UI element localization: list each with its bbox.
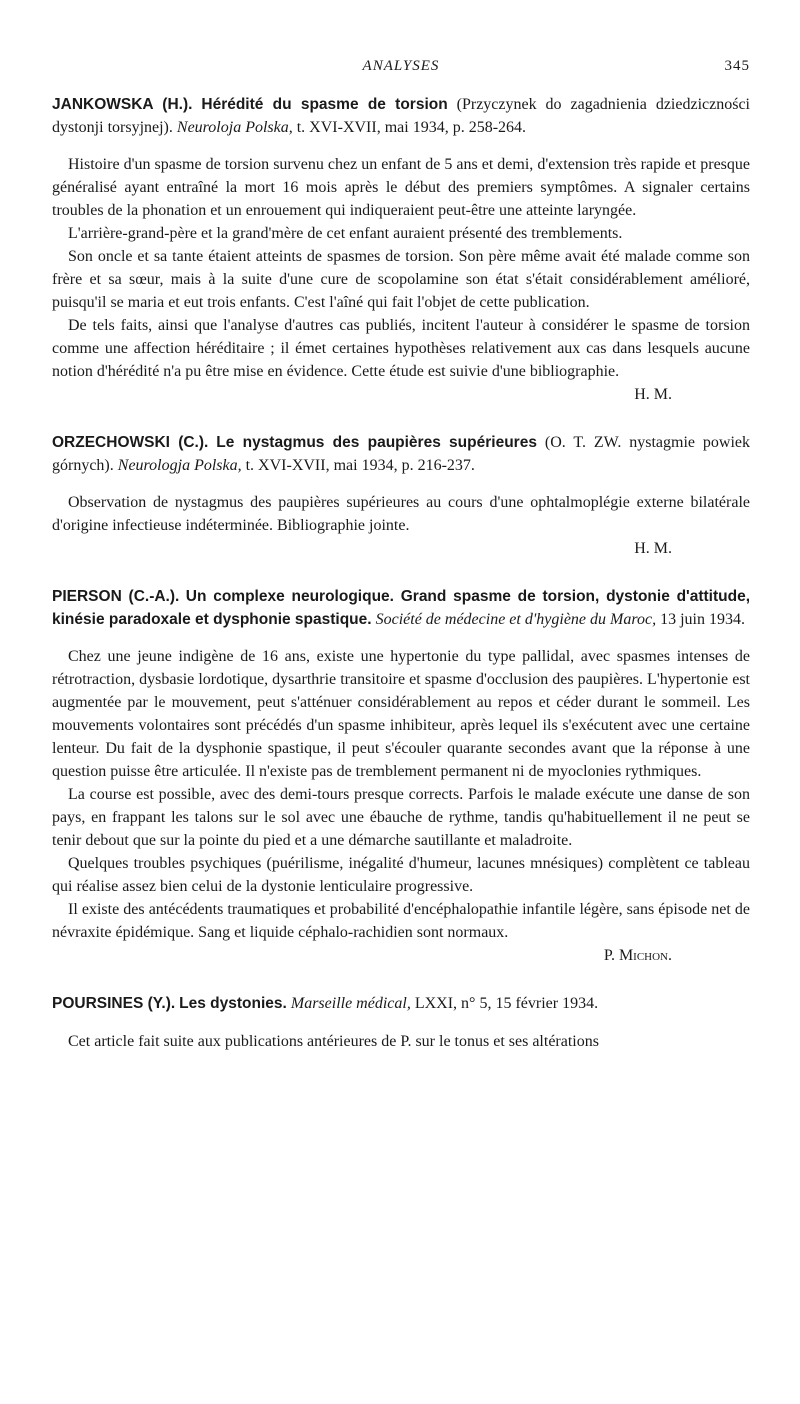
entry-header	[52, 993, 750, 1016]
abstract-paragraph: Cet article fait suite aux publications antérieures de P. sur le tonus et ses altérations	[68, 1032, 599, 1050]
entry-reference-details: t. XVI-XVII, mai 1934, p. 258-264.	[292, 118, 527, 136]
review-entry-orzechowski	[52, 432, 750, 560]
abstract-paragraph: Quelques troubles psychiques (puérilisme, inégalité d'humeur, lacunes mnésiques) complètent ce tableau qui réalise assez bien celui de la dystonie lenticulaire progressive.	[52, 855, 750, 895]
abstract-paragraph: Chez une jeune indigène de 16 ans, existe une hypertonie du type pallidal, avec spasmes intenses de rétrotraction, dysbasie lordotique, dysarthrie transitoire et spasme d'occlusion des paupières. L'hypertonie est augmentée par le mouvement, peut s'atténuer considérablement au repos et céder durant le sommeil. Les mouvements volontaires sont précédés d'un spasme inhibiteur, après lequel ils s'exécutent avec une certaine lenteur. Du fait de la dysphonie spastique, il peut s'écouler quarante secondes avant que la réponse à une question puisse être articulée. Il n'existe pas de tremblement permanent ni de myoclonies rythmiques.	[52, 648, 750, 780]
abstract-paragraph: Histoire d'un spasme de torsion survenu chez un enfant de 5 ans et demi, d'extension très rapide et presque généralisé ayant entraîné la mort 16 mois après le début des premiers symptômes. A signaler certains troubles de la phonation et un enrouement qui indiqueraient peut-être une atteinte laryngée.	[52, 156, 750, 219]
entry-abstract	[52, 1030, 750, 1053]
abstract-paragraph: Il existe des antécédents traumatiques et probabilité d'encéphalopathie infantile légère, sans épisode net de névraxite épidémique. Sang et liquide céphalo-rachidien sont normaux.	[52, 901, 750, 941]
running-head-title: ANALYSES	[362, 58, 440, 74]
abstract-paragraph: Observation de nystagmus des paupières supérieures au cours d'une ophtalmoplégie externe bilatérale d'origine infectieuse indéterminée. Bibliographie jointe.	[52, 494, 750, 534]
entry-signature: H. M.	[634, 540, 672, 557]
entry-abstract	[52, 645, 750, 967]
entry-author: JANKOWSKA (H.).	[52, 96, 193, 113]
entry-title: Les dystonies.	[179, 995, 287, 1012]
entry-author: ORZECHOWSKI (C.).	[52, 434, 209, 451]
entry-author: POURSINES (Y.).	[52, 995, 176, 1012]
entry-title: Hérédité du spasme de torsion	[201, 96, 448, 113]
entry-reference: (Przyczynek do zagadnienia dziedziczności dystonji torsyjnej).	[52, 96, 750, 136]
entry-abstract	[52, 153, 750, 406]
abstract-paragraph: La course est possible, avec des demi-tours presque corrects. Parfois le malade exécute une danse de son pays, en frappant les talons sur le sol avec une ébauche de rythme, tandis qu'habituellement il ne peut se tenir debout que sur la pointe du pied et a une démarche sautillante et maladroite.	[52, 786, 750, 849]
entry-title: Le nystagmus des paupières supérieures	[216, 434, 537, 451]
entry-journal: Neurologja Polska,	[117, 456, 242, 474]
entry-journal: Société de médecine et d'hygiène du Maroc,	[375, 610, 657, 628]
review-entry-jankowska	[52, 94, 750, 406]
abstract-paragraph: L'arrière-grand-père et la grand'mère de cet enfant auraient présenté des tremblements.	[68, 225, 623, 242]
entry-abstract	[52, 491, 750, 560]
entry-signature: P. Michon.	[603, 947, 672, 964]
review-entry-pierson	[52, 586, 750, 967]
running-head	[52, 58, 750, 88]
entry-reference-details: t. XVI-XVII, mai 1934, p. 216-237.	[241, 456, 475, 474]
entry-author: PIERSON (C.-A.).	[52, 588, 180, 605]
entry-title: Un complexe neurologique. Grand spasme de torsion, dystonie d'attitude, kinésie paradoxale et dysphonie spastique.	[52, 588, 751, 628]
entry-reference: (O. T. ZW. nystagmie powiek górnych).	[52, 434, 751, 474]
entry-reference-details: 13 juin 1934.	[656, 610, 745, 628]
entry-header	[52, 586, 750, 631]
entry-journal: Marseille médical,	[290, 995, 411, 1012]
page-number: 345	[724, 58, 750, 74]
abstract-paragraph: Son oncle et sa tante étaient atteints de spasmes de torsion. Son père même avait été malade comme son frère et sa sœur, mais à la suite d'une cure de scopolamine son état s'était considérablement amélioré, puisqu'il se maria et eut trois enfants. C'est l'aîné qui fait l'objet de cette publication.	[52, 248, 750, 311]
abstract-paragraph: De tels faits, ainsi que l'analyse d'autres cas publiés, incitent l'auteur à considérer le spasme de torsion comme une affection héréditaire ; il émet certaines hypothèses relativement aux cas dans lesquels aucune notion d'hérédité n'a pu être mise en évidence. Cette étude est suivie d'une bibliographie.	[52, 317, 750, 380]
entry-header	[52, 432, 750, 477]
entry-signature: H. M.	[634, 386, 672, 403]
review-entry-poursines	[52, 993, 750, 1053]
entry-journal: Neuroloja Polska,	[176, 118, 293, 136]
entry-header	[52, 94, 750, 139]
entry-reference-details: LXXI, n° 5, 15 février 1934.	[410, 995, 599, 1012]
